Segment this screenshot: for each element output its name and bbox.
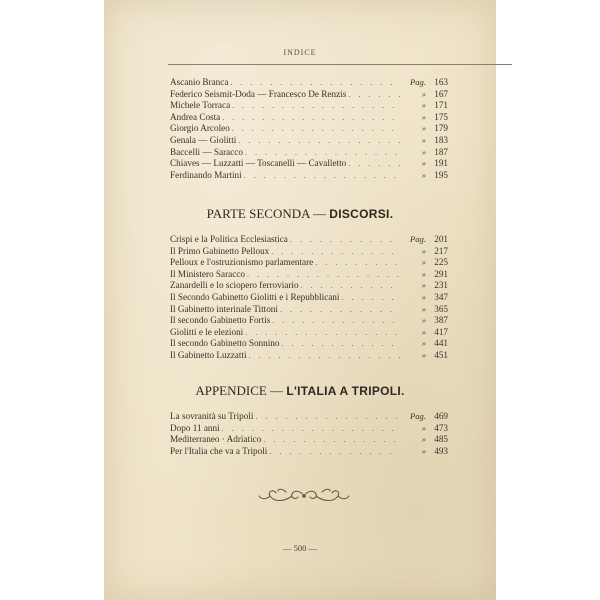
- entry-page: 417: [434, 326, 448, 337]
- leader-dots: [230, 77, 400, 89]
- entry-page: 387: [434, 315, 448, 326]
- entry-prefix: »: [421, 245, 426, 256]
- leader-dots: [269, 446, 400, 458]
- entry-title: Andrea Costa: [170, 111, 221, 122]
- entry-page: 231: [434, 280, 448, 291]
- entry-prefix: »: [421, 100, 426, 111]
- entry-title: Michele Torraca: [170, 100, 231, 111]
- entry-page: 183: [434, 134, 448, 145]
- leader-dots: [238, 135, 400, 147]
- entry-title: Il Gabinetto Luzzatti: [170, 349, 247, 360]
- entry-page: 365: [434, 303, 448, 314]
- entry-page: 187: [434, 146, 448, 157]
- entry-title: Ferdinando Martini: [170, 169, 242, 180]
- leader-dots: [222, 112, 400, 124]
- toc-entry: [170, 147, 448, 159]
- entry-page: 175: [434, 111, 448, 122]
- entry-title: Genala — Giolitti: [170, 134, 237, 145]
- leader-dots: [263, 434, 400, 446]
- entry-prefix: »: [421, 303, 426, 314]
- entry-prefix: »: [421, 268, 426, 279]
- toc-entry: [170, 234, 448, 246]
- entry-title: Dopo 11 anni: [170, 422, 220, 433]
- entry-title: Crispi e la Politica Ecclesiastica: [170, 234, 288, 244]
- toc-entry: [170, 269, 448, 281]
- entry-prefix: »: [421, 349, 426, 360]
- entry-title: Il Secondo Gabinetto Giolitti e i Repubblicani: [170, 291, 340, 302]
- entry-page: 441: [434, 338, 448, 349]
- toc-part1: [170, 77, 448, 181]
- section-heading-bold: L'ITALIA A TRIPOLI.: [286, 384, 405, 398]
- toc-entry: [170, 446, 448, 458]
- leader-dots: [348, 89, 400, 101]
- entry-page: 291: [434, 268, 448, 279]
- entry-page: 469: [434, 411, 448, 421]
- header-rule: [168, 64, 512, 65]
- entry-page: 473: [434, 422, 448, 433]
- toc-entry: [170, 158, 448, 170]
- leader-dots: [232, 100, 400, 112]
- toc-entry: [170, 77, 448, 89]
- entry-prefix: »: [421, 280, 426, 291]
- toc-entry: [170, 100, 448, 112]
- entry-prefix: »: [421, 338, 426, 349]
- section-heading-main: PARTE SECONDA —: [206, 206, 330, 221]
- leader-dots: [271, 246, 400, 258]
- entry-prefix: Pag.: [410, 234, 426, 244]
- leader-dots: [247, 269, 400, 281]
- toc-entry: [170, 315, 448, 327]
- floral-ornament-icon: [256, 486, 352, 506]
- toc-appendix: [170, 411, 448, 457]
- entry-page: 225: [434, 257, 448, 268]
- leader-dots: [222, 423, 400, 435]
- entry-prefix: »: [421, 111, 426, 122]
- entry-title: Zanardelli e lo sciopero ferroviario: [170, 280, 299, 291]
- entry-prefix: »: [421, 134, 426, 145]
- toc-entry: [170, 112, 448, 124]
- entry-title: Chiaves — Luzzatti — Toscanelli — Cavalletto: [170, 158, 347, 169]
- entry-prefix: Pag.: [410, 411, 426, 421]
- leader-dots: [348, 158, 400, 170]
- entry-title: Il secondo Gabinetto Sonnino: [170, 338, 280, 349]
- toc-entry: [170, 434, 448, 446]
- leader-dots: [290, 234, 400, 246]
- entry-page: 163: [434, 77, 448, 87]
- page-number: — 500 —: [283, 543, 317, 553]
- entry-title: Il secondo Gabinetto Fortis: [170, 315, 271, 326]
- entry-page: 171: [434, 100, 448, 111]
- section-heading-bold: DISCORSI.: [329, 207, 394, 221]
- leader-dots: [281, 338, 400, 350]
- entry-prefix: »: [421, 146, 426, 157]
- entry-prefix: »: [421, 169, 426, 180]
- leader-dots: [245, 327, 400, 339]
- entry-prefix: »: [421, 434, 426, 445]
- entry-page: 485: [434, 434, 448, 445]
- entry-title: Mediterraneo · Adriatico: [170, 434, 262, 445]
- entry-page: 217: [434, 245, 448, 256]
- toc-part2: [170, 234, 448, 362]
- entry-prefix: »: [421, 326, 426, 337]
- entry-prefix: »: [421, 158, 426, 169]
- entry-page: 347: [434, 291, 448, 302]
- entry-prefix: »: [421, 291, 426, 302]
- entry-title: Il Primo Gabinetto Pelloux: [170, 245, 270, 256]
- book-page: [104, 0, 496, 600]
- entry-page: 451: [434, 349, 448, 360]
- leader-dots: [232, 123, 400, 135]
- leader-dots: [341, 292, 400, 304]
- entry-prefix: »: [421, 257, 426, 268]
- entry-title: Baccelli — Saracco: [170, 146, 243, 157]
- entry-title: La sovranità su Tripoli: [170, 411, 254, 421]
- toc-entry: [170, 89, 448, 101]
- toc-entry: [170, 280, 448, 292]
- entry-page: 179: [434, 123, 448, 134]
- leader-dots: [245, 147, 400, 159]
- section-heading-main: APPENDICE —: [195, 383, 287, 398]
- entry-page: 195: [434, 169, 448, 180]
- leader-dots: [249, 350, 400, 362]
- entry-title: Pelloux e l'ostruzionismo parlamentare: [170, 257, 314, 268]
- toc-entry: [170, 338, 448, 350]
- leader-dots: [244, 170, 400, 182]
- toc-entry: [170, 423, 448, 435]
- toc-entry: [170, 257, 448, 269]
- toc-entry: [170, 304, 448, 316]
- entry-title: Per l'Italia che va a Tripoli: [170, 445, 268, 456]
- entry-title: Federico Seismit-Doda — Francesco De Renzis: [170, 88, 347, 99]
- toc-entry: [170, 246, 448, 258]
- running-header: INDICE: [283, 48, 317, 57]
- toc-entry: [170, 292, 448, 304]
- entry-prefix: »: [421, 88, 426, 99]
- entry-title: Il Gabinetto interinale Tittoni: [170, 303, 278, 314]
- toc-entry: [170, 123, 448, 135]
- entry-title: Giolitti e le elezioni: [170, 326, 244, 337]
- entry-prefix: Pag.: [410, 77, 426, 87]
- leader-dots: [272, 315, 400, 327]
- leader-dots: [280, 304, 400, 316]
- entry-title: Il Ministero Saracco: [170, 268, 246, 279]
- entry-page: 201: [434, 234, 448, 244]
- entry-prefix: »: [421, 315, 426, 326]
- leader-dots: [301, 280, 400, 292]
- section-heading-appendice: [104, 383, 496, 399]
- leader-dots: [315, 257, 400, 269]
- entry-page: 493: [434, 445, 448, 456]
- toc-entry: [170, 170, 448, 182]
- toc-entry: [170, 135, 448, 147]
- section-heading-discorsi: [104, 206, 496, 222]
- entry-prefix: »: [421, 422, 426, 433]
- entry-page: 191: [434, 158, 448, 169]
- entry-page: 167: [434, 88, 448, 99]
- toc-entry: [170, 411, 448, 423]
- entry-title: Ascanio Branca: [170, 77, 229, 87]
- entry-prefix: »: [421, 123, 426, 134]
- toc-entry: [170, 327, 448, 339]
- toc-entry: [170, 350, 448, 362]
- entry-title: Giorgio Arcoleo: [170, 123, 230, 134]
- entry-prefix: »: [421, 445, 426, 456]
- leader-dots: [255, 411, 400, 423]
